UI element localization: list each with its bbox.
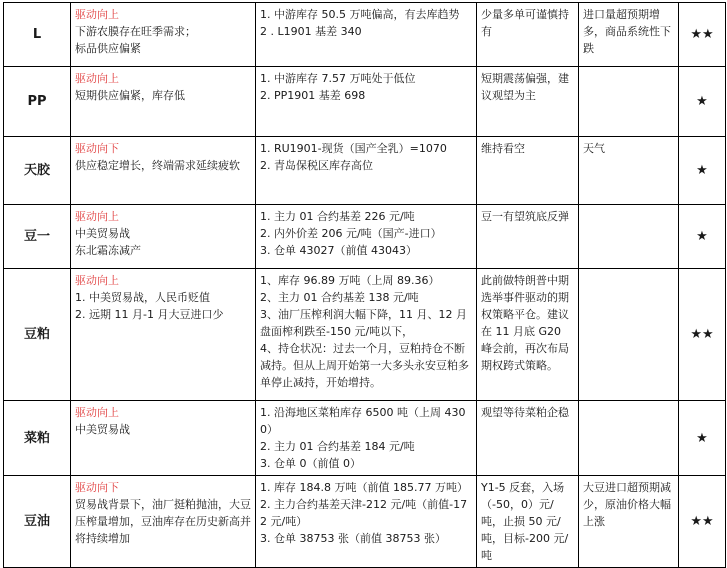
fact-line: 3. 仓单 38753 张（前值 38753 张） [260, 532, 446, 545]
strategy-cell: 豆一有望筑底反弹 [477, 205, 579, 269]
driver-line: 1. 中美贸易战，人民币贬值 [75, 291, 210, 304]
table-row [4, 269, 726, 401]
fact-line: 2、主力 01 合约基差 138 元/吨 [260, 291, 419, 304]
risk-cell: 天气 [579, 137, 679, 205]
fact-line: 1、库存 96.89 万吨（上周 89.36） [260, 274, 440, 287]
strategy-cell: 少量多单可谨慎持有 [477, 3, 579, 67]
fact-line: 1. 库存 184.8 万吨（前值 185.77 万吨） [260, 481, 468, 494]
fact-line: 1. 沿海地区菜粕库存 6500 吨（上周 4300） [260, 406, 466, 436]
facts-cell [256, 3, 477, 67]
rating-stars: ★★ [679, 269, 726, 401]
risk-cell [579, 67, 679, 137]
driver-line: 短期供应偏紧，库存低 [75, 89, 185, 102]
driver-cell [71, 269, 256, 401]
rating-stars: ★★ [679, 3, 726, 67]
fact-line: 2 . L1901 基差 340 [260, 25, 362, 38]
table-row [4, 205, 726, 269]
strategy-cell: 短期震荡偏强，建议观望为主 [477, 67, 579, 137]
fact-line: 3. 仓单 43027（前值 43043） [260, 244, 417, 257]
commodity-name: 菜粕 [4, 401, 71, 476]
driver-cell [71, 476, 256, 568]
driver-line: 中美贸易战 [75, 423, 130, 436]
rating-stars: ★ [679, 205, 726, 269]
commodity-name: 豆油 [4, 476, 71, 568]
commodity-name: L [4, 3, 71, 67]
table-row [4, 476, 726, 568]
table-row [4, 3, 726, 67]
strategy-cell: 观望等待菜粕企稳 [477, 401, 579, 476]
risk-cell [579, 269, 679, 401]
fact-line: 2. 青岛保税区库存高位 [260, 159, 373, 172]
rating-stars: ★ [679, 67, 726, 137]
driver-line: 标品供应偏紧 [75, 42, 141, 55]
rating-stars: ★★ [679, 476, 726, 568]
commodity-name: 豆粕 [4, 269, 71, 401]
rating-stars: ★ [679, 401, 726, 476]
commodity-name: 豆一 [4, 205, 71, 269]
table-row [4, 137, 726, 205]
fact-line: 2. PP1901 基差 698 [260, 89, 366, 102]
driver-cell [71, 67, 256, 137]
rating-stars: ★ [679, 137, 726, 205]
fact-line: 4、持仓状况：过去一个月，豆粕持仓不断减持。但从上周开始第一大多头永安豆粕多单停止减持，开始增持。 [260, 342, 469, 389]
table-row [4, 401, 726, 476]
facts-cell [256, 401, 477, 476]
direction-label: 驱动向下 [75, 481, 119, 494]
fact-line: 3. 仓单 0（前值 0） [260, 457, 361, 470]
fact-line: 1. RU1901-现货（国产全乳）=1070 [260, 142, 447, 155]
fact-line: 2. 主力合约基差天津-212 元/吨（前值-172 元/吨） [260, 498, 468, 528]
fact-line: 1. 中游库存 7.57 万吨处于低位 [260, 72, 416, 85]
fact-line: 2. 内外价差 206 元/吨（国产-进口） [260, 227, 442, 240]
driver-cell [71, 3, 256, 67]
direction-label: 驱动向下 [75, 142, 119, 155]
risk-cell [579, 401, 679, 476]
risk-cell: 进口量超预期增多，商品系统性下跌 [579, 3, 679, 67]
strategy-cell: Y1-5 反套，入场（-50，0）元/吨，止损 50 元/吨，目标-200 元/吨 [477, 476, 579, 568]
direction-label: 驱动向上 [75, 8, 119, 21]
direction-label: 驱动向上 [75, 72, 119, 85]
commodity-name: 天胶 [4, 137, 71, 205]
driver-line: 下游农膜存在旺季需求； [75, 25, 196, 38]
risk-cell [579, 205, 679, 269]
fact-line: 3、油厂压榨利润大幅下降，11 月、12 月盘面榨利跌至-150 元/吨以下， [260, 308, 467, 338]
driver-line: 东北霜冻减产 [75, 244, 141, 257]
strategy-cell: 维持看空 [477, 137, 579, 205]
facts-cell [256, 137, 477, 205]
driver-line: 贸易战背景下，油厂挺粕抛油，大豆压榨量增加，豆油库存在历史新高并将持续增加 [75, 498, 251, 545]
facts-cell [256, 205, 477, 269]
driver-cell [71, 205, 256, 269]
commodity-name: PP [4, 67, 71, 137]
driver-line: 供应稳定增长，终端需求延续疲软 [75, 159, 240, 172]
facts-cell [256, 269, 477, 401]
fact-line: 2. 主力 01 合约基差 184 元/吨 [260, 440, 415, 453]
fact-line: 1. 中游库存 50.5 万吨偏高，有去库趋势 [260, 8, 460, 21]
commodity-table [3, 2, 726, 568]
facts-cell [256, 476, 477, 568]
direction-label: 驱动向上 [75, 406, 119, 419]
direction-label: 驱动向上 [75, 274, 119, 287]
driver-cell [71, 401, 256, 476]
risk-cell: 大豆进口超预期减少，原油价格大幅上涨 [579, 476, 679, 568]
table-row [4, 67, 726, 137]
fact-line: 1. 主力 01 合约基差 226 元/吨 [260, 210, 415, 223]
driver-line: 2. 远期 11 月-1 月大豆进口少 [75, 308, 224, 321]
strategy-cell: 此前做特朗普中期选举事件驱动的期权策略平仓。建议在 11 月底 G20 峰会前，再次布局期权跨式策略。 [477, 269, 579, 401]
driver-line: 中美贸易战 [75, 227, 130, 240]
driver-cell [71, 137, 256, 205]
facts-cell [256, 67, 477, 137]
direction-label: 驱动向上 [75, 210, 119, 223]
